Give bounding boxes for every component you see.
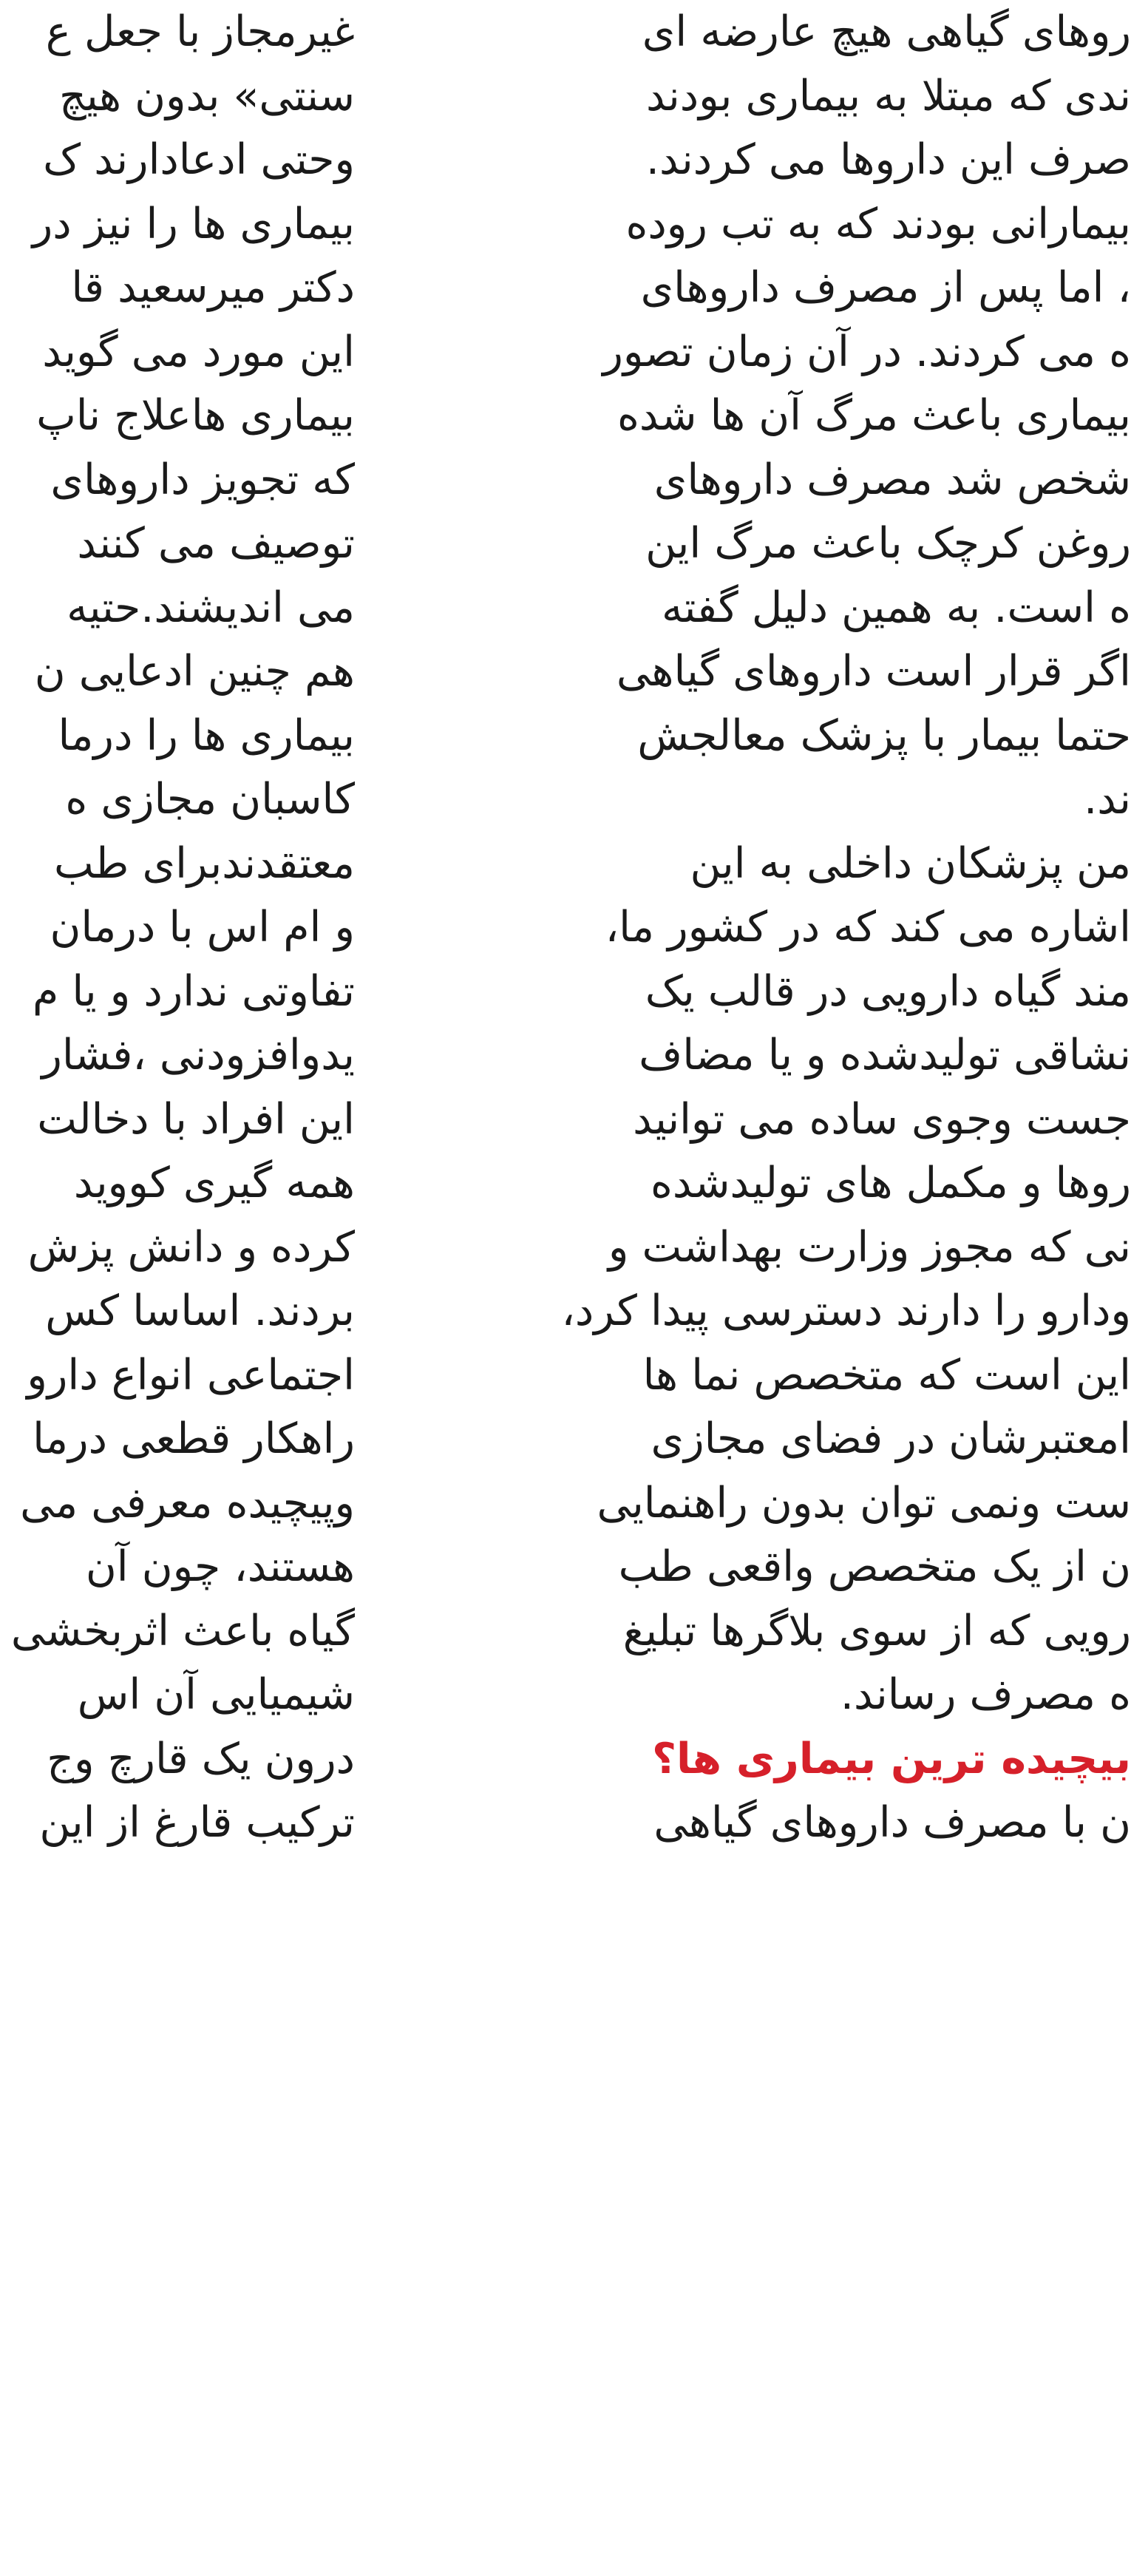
text-line: ندی که مبتلا به بیماری بودند [645,71,1131,121]
text-line: غیرمجاز با جعل ع [45,7,355,56]
text-line: این افراد با دخالت [37,1094,355,1144]
text-line: بیماری هاعلاج ناپ [36,391,355,440]
text-line: نشاقی تولیدشده و یا مضاف [639,1031,1131,1079]
text-line: روغن کرچک باعث مرگ این [645,519,1131,568]
text-line: ن با مصرف داروهای گیاهی [653,1798,1131,1847]
text-line: ترکیب قارغ از این [39,1798,355,1847]
text-line: درون یک قارچ وج [47,1734,355,1783]
text-line: حتما بیمار با پزشک معالجش [637,711,1131,760]
text-line: ست ونمی توان بدون راهنمایی [597,1478,1131,1528]
text-line: هم چنین ادعایی ن [34,647,355,696]
left-text-column [0,0,355,1855]
text-line: من پزشکان داخلی به این [690,838,1131,888]
text-line: نی که مجوز وزارت بهداشت و [608,1222,1131,1272]
text-line: وحتی ادعادارند ک [43,135,355,184]
text-line: می اندیشند.حتیه [67,583,355,632]
text-line: راهکار قطعی درما [33,1414,355,1463]
text-line: روهای گیاهی هیچ عارضه ای [642,7,1131,56]
text-line: و ام اس با درمان [50,903,355,952]
text-line: گیاه باعث اثربخشی [10,1606,355,1655]
text-line: معتقدندبرای طب [54,838,355,888]
text-line: این است که متخصص نما ها [642,1350,1131,1400]
text-line: ، اما پس از مصرف داروهای [640,263,1131,312]
text-line: کاسبان مجازی ه [65,775,355,824]
text-line: امعتبرشان در فضای مجازی [651,1414,1131,1463]
text-line: بیماری ها را درما [58,711,355,760]
text-line: بردند. اساسا کس [45,1287,355,1335]
text-line: رویی که از سوی بلاگرها تبلیغ [622,1606,1131,1655]
text-line: بیمارانی بودند که به تب روده [625,199,1131,248]
text-line: ه می کردند. در آن زمان تصور [602,327,1131,376]
text-line: اجتماعی انواع دارو [27,1350,355,1400]
text-line: روها و مکمل های تولیدشده [651,1159,1131,1207]
text-line: صرف این داروها می کردند. [645,135,1131,184]
text-line: اشاره می کند که در کشور ما، [605,903,1131,952]
text-line: شخص شد مصرف داروهای [653,455,1131,504]
text-line: ودارو را دارند دسترسی پیدا کرد، [561,1287,1131,1335]
text-line: همه گیری کووید [73,1159,355,1207]
text-line: یدوافزودنی ،فشار [41,1031,355,1079]
text-line: که تجویز داروهای [50,455,355,504]
text-line: اگر قرار است داروهای گیاهی [616,647,1131,696]
right-text-column [510,0,1131,1855]
text-line: این مورد می گوید [42,327,355,376]
text-line: جست وجوی ساده می توانید [633,1094,1131,1144]
text-line: ند. [1084,775,1131,824]
text-line: بیچیده ترین بیماری ها؟ [651,1734,1131,1783]
text-line: هستند، چون آن [85,1542,355,1591]
text-line: ه مصرف رساند. [840,1670,1131,1719]
text-line: شیمیایی آن اس [77,1670,355,1719]
text-line: کرده و دانش پزش [27,1222,355,1272]
text-line: ه است. به همین دلیل گفته [661,583,1131,632]
text-line: وپیچیده معرفی می [20,1478,355,1528]
text-line: بیماری باعث مرگ آن ها شده [617,391,1131,440]
text-line: توصیف می کنند [77,519,355,568]
text-line: دکتر میرسعید قا [71,263,355,312]
text-line: بیماری ها را نیز در [32,199,355,248]
text-line: سنتی» بدون هیچ [58,71,355,121]
text-line: ن از یک متخصص واقعی طب [618,1542,1131,1591]
text-line: تفاوتی ندارد و یا م [32,966,355,1016]
text-line: مند گیاه دارویی در قالب یک [645,966,1131,1016]
